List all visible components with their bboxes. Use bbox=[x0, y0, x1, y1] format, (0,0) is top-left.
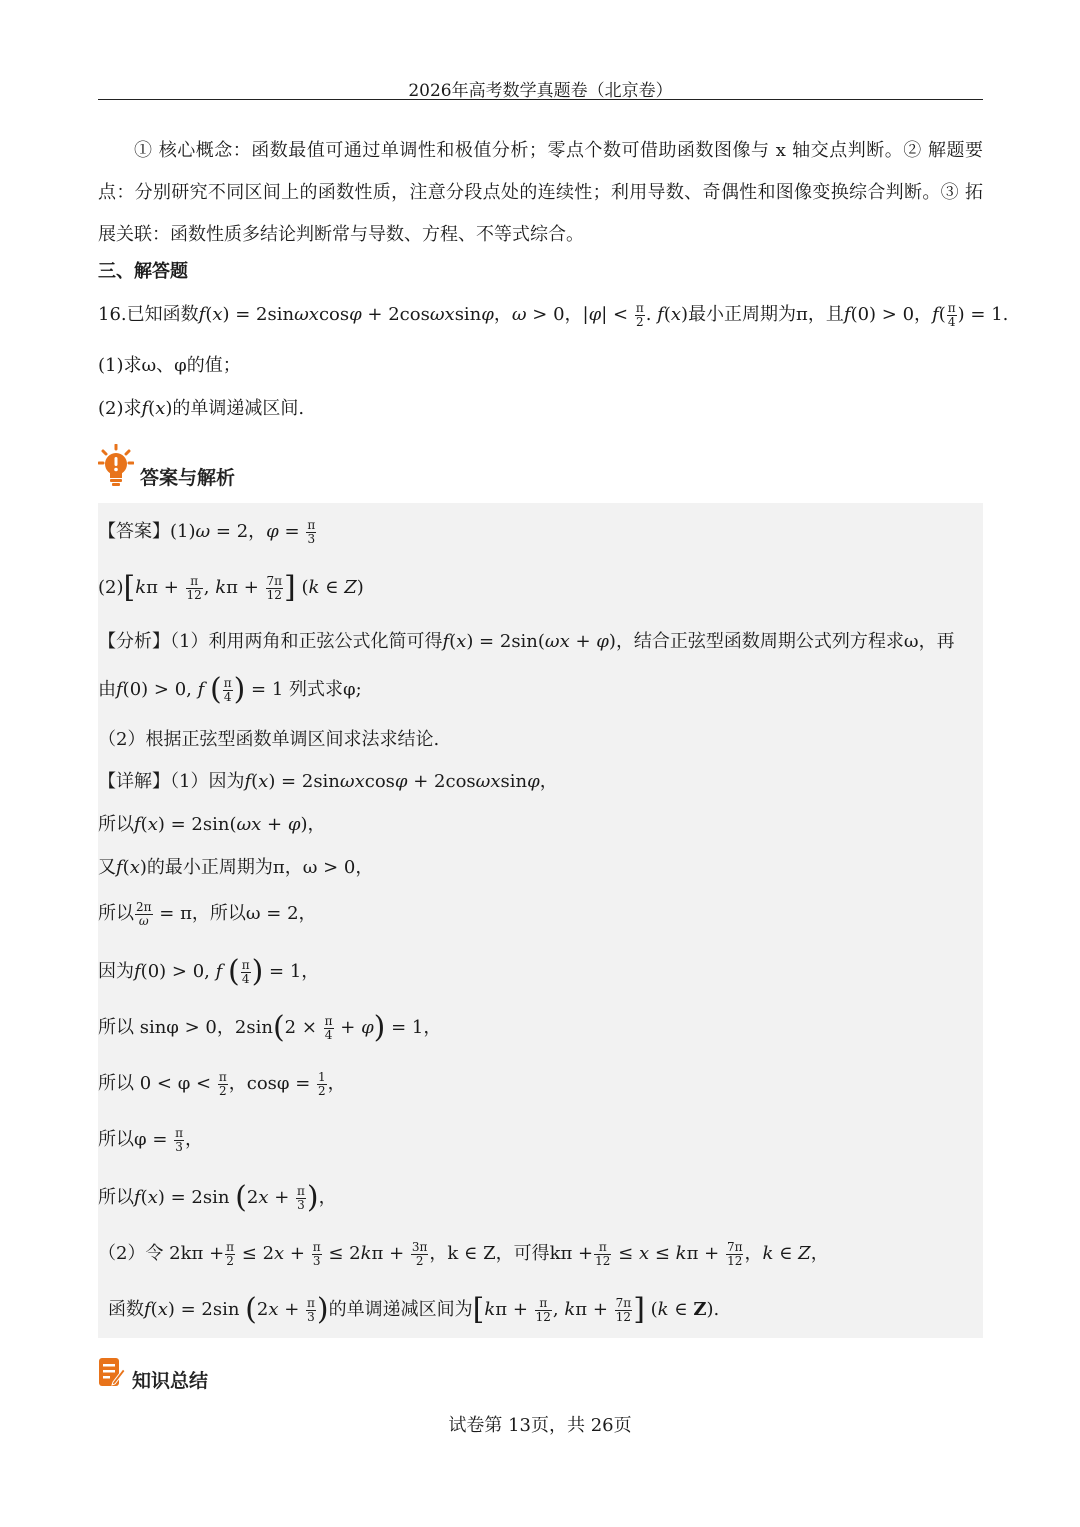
detail-text-5: 所以 bbox=[98, 903, 134, 924]
detail-line-1: 【详解】（1）因为f(x) = 2sinωxcosφ + 2cosωxsinφ， bbox=[98, 771, 558, 792]
detail-text-8: 所以 sinφ > 0，2sin bbox=[98, 1017, 273, 1038]
detail-line-4: 所以 $\frac{2\pi}{\omega}$ = π，所以ω = 2， bbox=[98, 899, 317, 928]
answer-tag: 【答案】 bbox=[98, 521, 170, 542]
detail-text-10: ，cosφ = bbox=[228, 1073, 311, 1094]
detail-text-1: （1）因为 bbox=[170, 771, 245, 792]
notebook-pen-icon bbox=[98, 1357, 126, 1393]
answer-2-label: (2) bbox=[98, 577, 124, 598]
answer-line-1: 【答案】(1)ω = 2，φ = $\frac{\pi}{3}$ bbox=[98, 517, 316, 546]
analysis-text-1: （1）利用两角和正弦公式化简可得 bbox=[170, 631, 443, 652]
detail-line-2: 所以f(x) = 2sin(ωx + φ)， bbox=[98, 814, 326, 835]
answer-1-label: (1) bbox=[170, 521, 196, 542]
detail-line-3: 又f(x)的最小正周期为π，ω > 0， bbox=[98, 857, 374, 878]
question-part-2: (2)求f(x)的单调递减区间. bbox=[98, 398, 305, 419]
detail-text-6: = π，所以ω = 2， bbox=[159, 903, 317, 924]
detail-line-8: 所以φ = $\frac{\pi}{3}$ ， bbox=[98, 1125, 204, 1154]
detail-line-10: （2）令 2kπ + $\frac{\pi}{2}$ ≤ 2x + $\frac{\pi}{3}$ ≤ 2kπ + $\frac{3\pi}{2}$ ，k ∈ Z，可得kπ + $\frac{\pi}{12}$ ≤ x ≤ kπ + $\frac{7\pi}{12}$ ，k ∈ Z， bbox=[98, 1239, 829, 1268]
detail-text-15: 函数 bbox=[108, 1299, 144, 1320]
analysis-text-3: 由 bbox=[98, 679, 116, 700]
answer-line-2: (2)[kπ + $\frac{\pi}{12}$ , kπ + $\frac{7\pi}{12}$ ] (k ∈ Z) bbox=[98, 570, 364, 605]
question-formula: f(x) = 2sinωxcosφ + 2cosωxsinφ，ω > 0，|φ| < $\frac{\pi}{2}$ . f(x) bbox=[198, 300, 689, 329]
detail-text-2: 所以 bbox=[98, 814, 134, 835]
detail-line-6: 所以 sinφ > 0，2sin(2 × $\frac{\pi}{4}$ + φ) = 1， bbox=[98, 1010, 442, 1045]
answer-banner bbox=[98, 444, 235, 490]
detail-line-5: 因为f(0) > 0, f ( $\frac{\pi}{4}$ ) = 1， bbox=[98, 954, 320, 989]
section-title: 三、解答题 bbox=[98, 261, 188, 282]
summary-banner bbox=[98, 1357, 208, 1393]
detail-text-11: 所以φ = bbox=[98, 1129, 168, 1150]
detail-text-13: （2）令 2kπ + bbox=[98, 1243, 225, 1264]
detail-text-4: 的最小正周期为π，ω > 0， bbox=[146, 857, 374, 878]
detail-text-7: 因为 bbox=[98, 961, 134, 982]
answer-panel bbox=[98, 503, 983, 1338]
question-part-2-text: 的单调递减区间. bbox=[172, 398, 305, 419]
detail-text-14: ，k ∈ Z，可得kπ + bbox=[429, 1243, 594, 1264]
lightbulb-icon bbox=[98, 444, 134, 490]
detail-text-12: 所以 bbox=[98, 1187, 134, 1208]
detail-text-16: 的单调递减区间为 bbox=[328, 1299, 473, 1320]
question-stem-text-2: 最小正周期为π，且 bbox=[688, 304, 844, 325]
question-part-2-label: (2)求 bbox=[98, 398, 142, 419]
page-footer: 试卷第 13页，共 26页 bbox=[448, 1415, 632, 1436]
detail-line-7: 所以 0 < φ < $\frac{\pi}{2}$ ，cosφ = $\frac{1}{2}$ ， bbox=[98, 1069, 346, 1098]
analysis-line-1: 【分析】（1）利用两角和正弦公式化简可得f(x) = 2sin(ωx + φ)，结合正弦型函数周期公式列方程求ω，再 bbox=[98, 631, 955, 652]
analysis-tag: 【分析】 bbox=[98, 631, 170, 652]
knowledge-summary-paragraph: ① 核心概念：函数最值可通过单调性和极值分析；零点个数可借助函数图像与 x 轴交点判断。② 解题要点：分别研究不同区间上的函数性质，注意分段点处的连续性；利用导数、奇偶性和图像变换综合判断。③ 拓展关联：函数性质多结论判断常与导数、方程、不等式综合。 bbox=[98, 140, 983, 245]
detail-text-3: 又 bbox=[98, 857, 116, 878]
analysis-text-4: 列式求φ; bbox=[283, 679, 362, 700]
detail-text-9: 所以 0 < φ < bbox=[98, 1073, 212, 1094]
question-part-1: (1)求ω、φ的值； bbox=[98, 355, 241, 376]
page-header: 2026年高考数学真题卷（北京卷） bbox=[408, 81, 673, 101]
question-condition: f(0) > 0，f( $\frac{\pi}{4}$ ) = 1. bbox=[843, 300, 1009, 329]
analysis-text-2: ，结合正弦型函数周期公式列方程求ω，再 bbox=[615, 631, 955, 652]
detail-line-9: 所以f(x) = 2sin (2x + $\frac{\pi}{3}$ )， bbox=[98, 1180, 337, 1215]
header-divider bbox=[98, 99, 983, 100]
analysis-line-3: （2）根据正弦型函数单调区间求法求结论. bbox=[98, 729, 440, 750]
question-stem-text: 已知函数 bbox=[126, 304, 199, 325]
analysis-line-2: 由f(0) > 0, f ( $\frac{\pi}{4}$ ) = 1 列式求φ; bbox=[98, 672, 362, 707]
summary-banner-title: 知识总结 bbox=[132, 1370, 209, 1392]
question-number: 16. bbox=[98, 304, 127, 325]
answer-banner-title: 答案与解析 bbox=[140, 467, 236, 489]
detail-tag: 【详解】 bbox=[98, 771, 170, 792]
detail-line-11: 函数f(x) = 2sin (2x + $\frac{\pi}{3}$ )的单调递减区间为[kπ + $\frac{\pi}{12}$ , kπ + $\frac{7\pi}{12}$ ] (k ∈ Z). bbox=[108, 1292, 720, 1327]
question-stem bbox=[98, 300, 1008, 329]
